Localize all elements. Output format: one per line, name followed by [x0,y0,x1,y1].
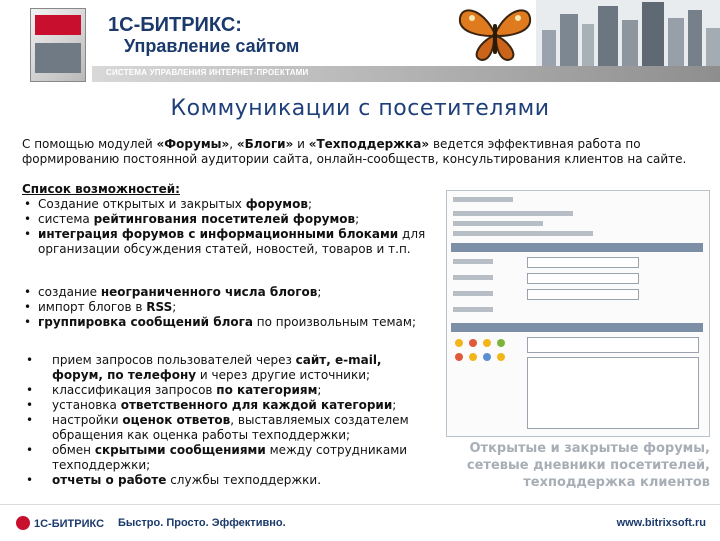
shot-header-bar [451,243,703,252]
shot-line [453,231,593,236]
footer [0,504,720,541]
shot-line [453,275,493,280]
smiley-icon [469,339,477,347]
intro-bold-blogs: «Блоги» [236,137,294,151]
list-item: • группировка сообщений блога по произвольным темам; [22,315,432,330]
banner-strip [92,66,720,82]
caption-line: Открытые и закрытые форумы, [469,441,710,456]
shot-textarea [527,357,699,429]
list-item: • интеграция форумов с информационными блоками для организации обсуждения статей, новостей, товаров и т.п. [22,227,432,257]
caption [400,440,710,491]
smiley-icon [483,353,491,361]
smiley-icon [497,339,505,347]
shot-line [453,259,493,264]
intro-text: , [229,137,237,151]
logo-title: 1С-БИТРИКС: [108,14,242,36]
intro-text: и [293,137,309,151]
butterfly-icon [452,2,538,64]
footer-url[interactable]: www.bitrixsoft.ru [616,517,706,529]
list-item: • обмен скрытыми сообщениями между сотрудниками техподдержки; [22,443,422,473]
caption-line: техподдержка клиентов [523,475,710,490]
intro-text: С помощью модулей [22,137,157,151]
intro-bold-forums: «Форумы» [156,137,230,151]
shot-field [527,273,639,284]
smiley-icon [455,353,463,361]
blog-features [22,285,432,330]
shot-header-bar [451,323,703,332]
support-features [22,353,422,488]
intro-paragraph [22,137,712,167]
city-skyline-image [536,0,720,66]
footer-slogan: Быстро. Просто. Эффективно. [118,517,286,529]
list-item: • прием запросов пользователей через сайт, e-mail, форум, по телефону и через другие источники; [22,353,422,383]
smiley-icon [483,339,491,347]
list-item: • отчеты о работе службы техподдержки. [22,473,422,488]
intro-bold-support: «Техподдержка» [308,137,430,151]
list-item: • Создание открытых и закрытых форумов; [22,197,432,212]
shot-field [527,289,639,300]
footer-logo-text: 1С-БИТРИКС [34,518,105,530]
footer-logo [16,516,104,530]
smiley-icon [469,353,477,361]
smiley-icon [497,353,505,361]
intro-text: ведется эффективная работа по формированию постоянной аудитории сайта, онлайн-сообществ, консультирования клиентов на сайте. [22,137,687,166]
header [0,0,720,88]
logo-icon [16,516,30,530]
list-item: • установка ответственного для каждой категории; [22,398,422,413]
list-item: • настройки оценок ответов, выставляемых создателем обращения как оценка работы техподдержки; [22,413,422,443]
shot-line [453,221,543,226]
list-item: • импорт блогов в RSS; [22,300,432,315]
banner-text: СИСТЕМА УПРАВЛЕНИЯ ИНТЕРНЕТ-ПРОЕКТАМИ [106,68,309,77]
smiley-icon [455,339,463,347]
page-title: Коммуникации с посетителями [170,96,550,121]
list-item: • создание неограниченного числа блогов; [22,285,432,300]
list-item: • система рейтингования посетителей форумов; [22,212,432,227]
forum-features [22,182,432,257]
features-heading: Список возможностей: [22,182,180,196]
shot-line [453,291,493,296]
product-box-image [30,8,86,82]
shot-line [453,211,573,216]
caption-line: сетевые дневники посетителей, [466,458,710,473]
shot-field [527,257,639,268]
list-item: • классификация запросов по категориям; [22,383,422,398]
shot-toolbar [527,337,699,353]
shot-line [453,307,493,312]
shot-line [453,197,513,202]
forum-screenshot-image [446,190,710,437]
logo-subtitle: Управление сайтом [124,36,300,56]
